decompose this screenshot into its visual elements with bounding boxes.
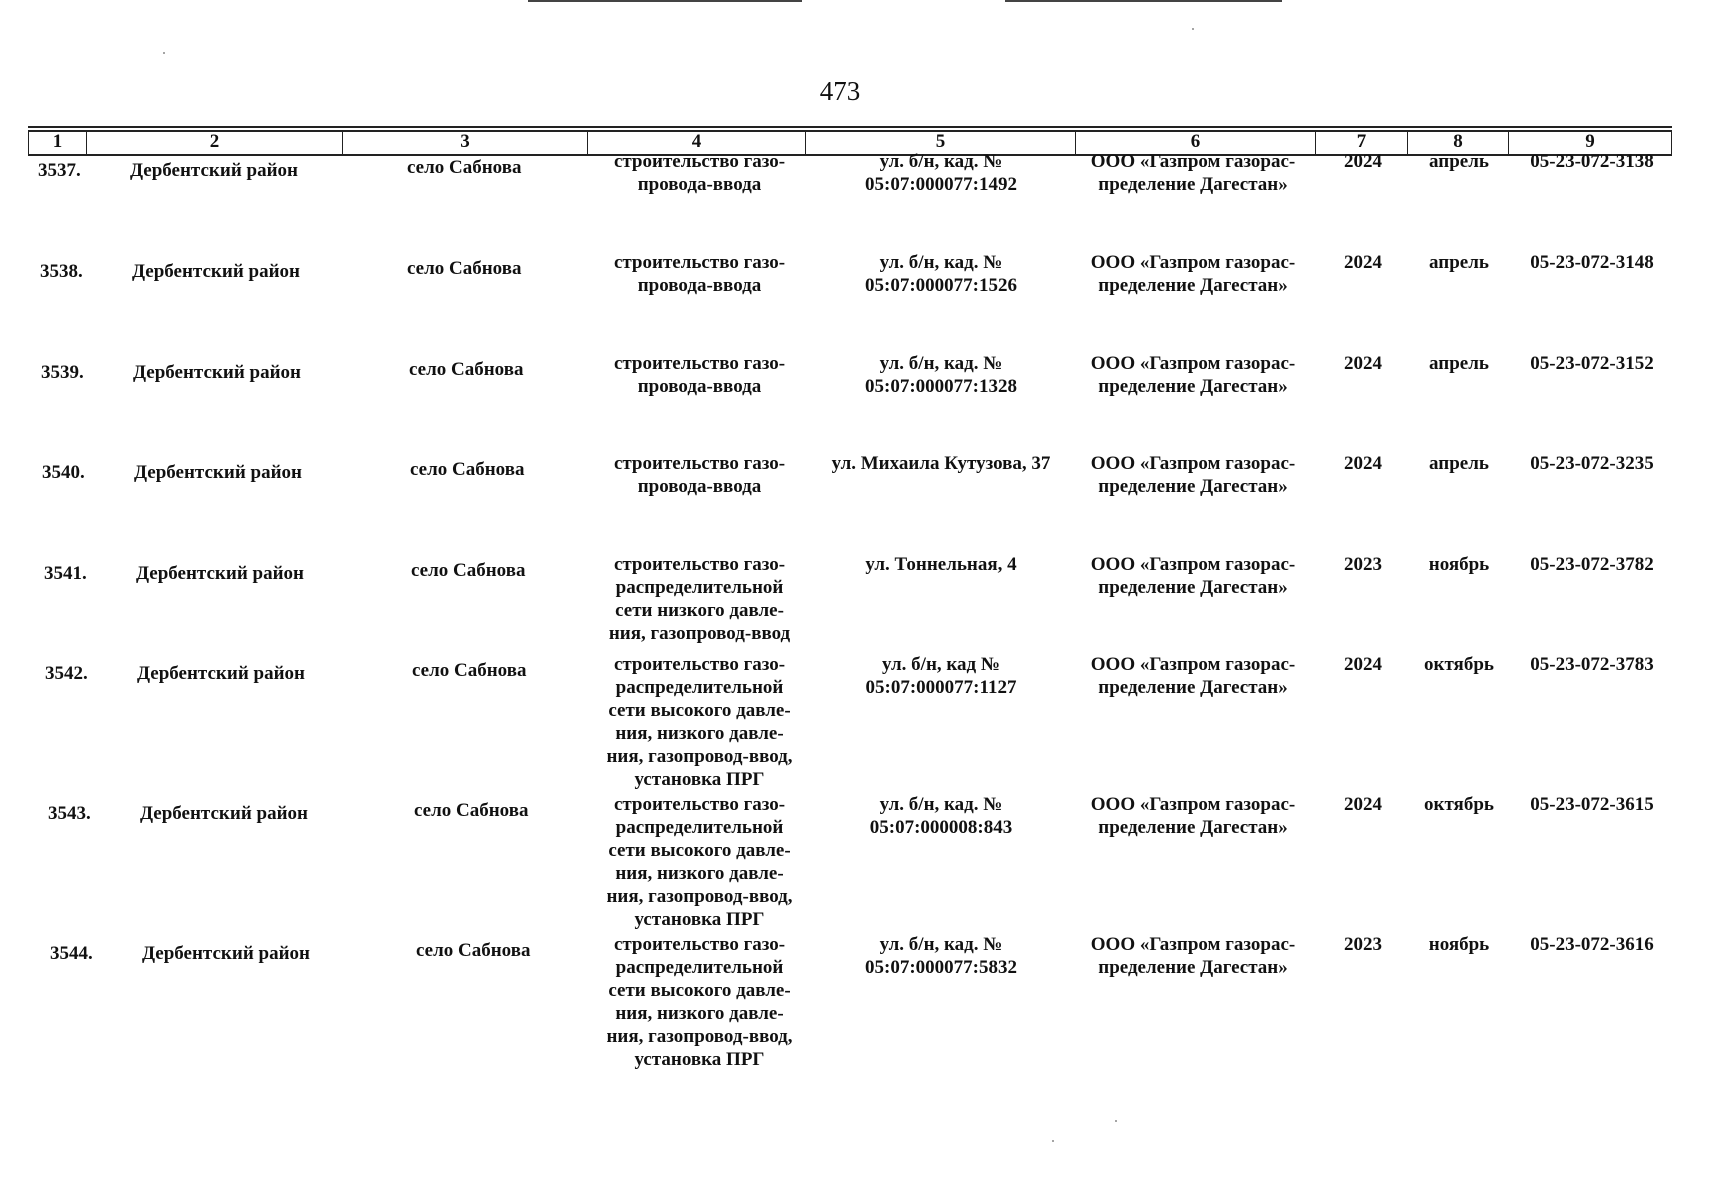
cell-num: 3537. [38,160,81,181]
cell-organization: ООО «Газпром газорас-пределение Дагестан» [1090,794,1296,838]
cell-district: Дербентский район [133,362,301,383]
cell-work: строительство газо-провода-ввода [613,151,786,195]
cell-num: 3544. [50,943,93,964]
cell-code: 05-23-072-3783 [1530,654,1654,675]
cell-year: 2024 [1344,794,1382,815]
cell-code: 05-23-072-3138 [1530,151,1654,172]
cell-num: 3539. [41,362,84,383]
cell-year: 2024 [1344,654,1382,675]
cell-address: ул. б/н, кад № 05:07:000077:1127 [865,654,1017,698]
cell-district: Дербентский район [130,160,298,181]
cell-place: село Сабнова [416,940,531,961]
cell-address: ул. б/н, кад. № 05:07:000077:1492 [865,151,1017,195]
cell-code: 05-23-072-3782 [1530,554,1654,575]
scan-speck [163,52,165,54]
header-col-1: 1 [28,132,86,154]
cell-work: строительство газо-провода-ввода [613,252,786,296]
cell-month: апрель [1429,453,1489,474]
cell-month: октябрь [1424,794,1494,815]
cell-district: Дербентский район [136,563,304,584]
cell-district: Дербентский район [132,261,300,282]
cell-place: село Сабнова [407,258,522,279]
cell-organization: ООО «Газпром газорас-пределение Дагестан» [1090,453,1296,497]
cell-address: ул. б/н, кад. № 05:07:000077:1526 [865,252,1017,296]
header-col-3: 3 [342,132,587,154]
cell-code: 05-23-072-3615 [1530,794,1654,815]
header-col-9: 9 [1508,132,1672,154]
cell-month: апрель [1429,353,1489,374]
cell-place: село Сабнова [407,157,522,178]
scan-speck [1192,28,1194,30]
cell-year: 2024 [1344,353,1382,374]
cell-organization: ООО «Газпром газорас-пределение Дагестан» [1090,554,1296,598]
cell-organization: ООО «Газпром газорас-пределение Дагестан» [1090,151,1296,195]
cell-place: село Сабнова [412,660,527,681]
cell-num: 3541. [44,563,87,584]
header-col-8: 8 [1407,132,1508,154]
header-col-5: 5 [805,132,1075,154]
cell-month: ноябрь [1428,554,1490,575]
header-col-7: 7 [1315,132,1407,154]
scan-speck [1052,1140,1054,1142]
cell-year: 2023 [1344,554,1382,575]
cell-district: Дербентский район [140,803,308,824]
cell-code: 05-23-072-3148 [1530,252,1654,273]
cell-place: село Сабнова [409,359,524,380]
cell-year: 2023 [1344,934,1382,955]
cell-work: строительство газо-провода-ввода [613,353,786,397]
cell-place: село Сабнова [411,560,526,581]
page-number: 473 [819,76,861,106]
cell-num: 3538. [40,261,83,282]
header-col-2: 2 [86,132,342,154]
cell-year: 2024 [1344,453,1382,474]
header-col-4: 4 [587,132,805,154]
cell-organization: ООО «Газпром газорас-пределение Дагестан» [1090,934,1296,978]
cell-work: строительство газо-распределительной сети высокого давле-ния, низкого давле-ния, газопровод-ввод, установка ПРГ [606,934,793,1070]
cell-month: октябрь [1424,654,1494,675]
cell-address: ул. Михаила Кутузова, 37 [831,453,1051,474]
cell-district: Дербентский район [137,663,305,684]
cell-address: ул. Тоннельная, 4 [865,554,1017,575]
cell-month: ноябрь [1428,934,1490,955]
cell-place: село Сабнова [414,800,529,821]
cell-year: 2024 [1344,151,1382,172]
cell-organization: ООО «Газпром газорас-пределение Дагестан» [1090,353,1296,397]
cell-address: ул. б/н, кад. № 05:07:000077:1328 [865,353,1017,397]
cell-district: Дербентский район [134,462,302,483]
cell-work: строительство газо-распределительной сети низкого давле-ния, газопровод-ввод [608,554,791,644]
cell-code: 05-23-072-3152 [1530,353,1654,374]
cell-code: 05-23-072-3616 [1530,934,1654,955]
cell-code: 05-23-072-3235 [1530,453,1654,474]
cell-address: ул. б/н, кад. № 05:07:000008:843 [869,794,1013,838]
cell-address: ул. б/н, кад. № 05:07:000077:5832 [865,934,1017,978]
cell-place: село Сабнова [410,459,525,480]
cell-year: 2024 [1344,252,1382,273]
cell-district: Дербентский район [142,943,310,964]
cell-work: строительство газо-провода-ввода [613,453,786,497]
cell-num: 3540. [42,462,85,483]
cell-num: 3542. [45,663,88,684]
cell-month: апрель [1429,151,1489,172]
cell-organization: ООО «Газпром газорас-пределение Дагестан» [1090,252,1296,296]
cell-month: апрель [1429,252,1489,273]
scan-speck [1115,1120,1117,1122]
cell-work: строительство газо-распределительной сети высокого давле-ния, низкого давле-ния, газопровод-ввод, установка ПРГ [606,794,793,930]
cell-organization: ООО «Газпром газорас-пределение Дагестан» [1090,654,1296,698]
cell-work: строительство газо-распределительной сети высокого давле-ния, низкого давле-ния, газопровод-ввод, установка ПРГ [606,654,793,790]
cell-num: 3543. [48,803,91,824]
header-col-6: 6 [1075,132,1315,154]
